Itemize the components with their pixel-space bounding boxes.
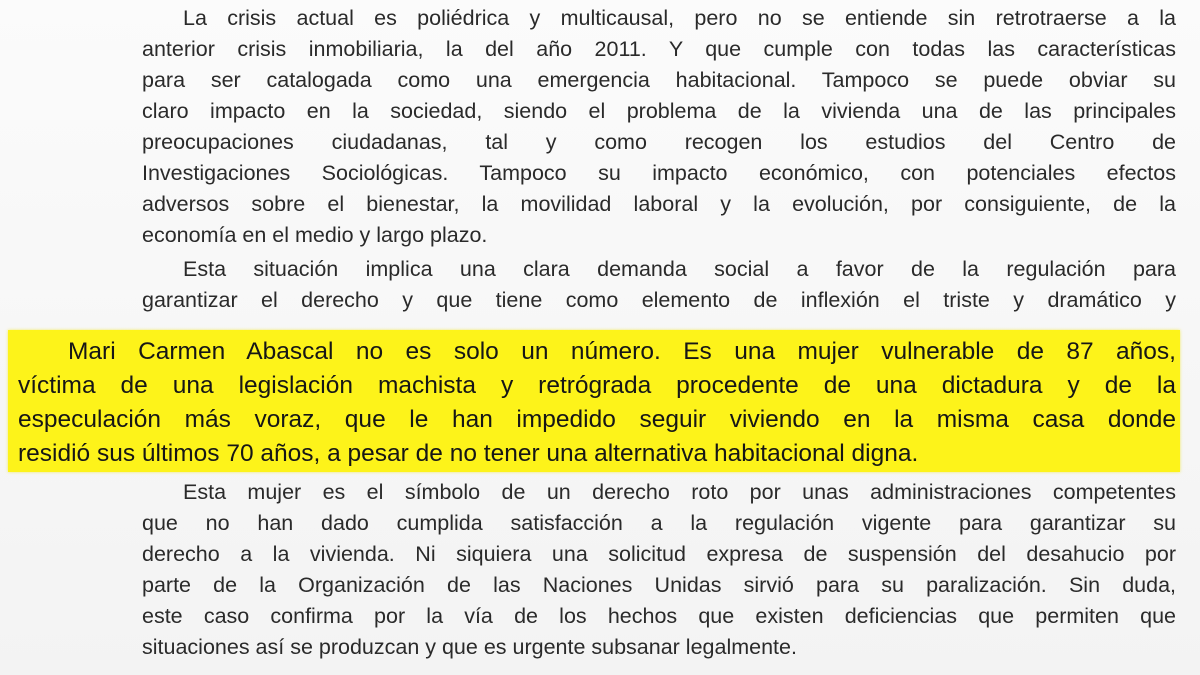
text-line: parte de la Organización de las Naciones Unidas sirvió para su paralización. Sin duda, — [142, 573, 1176, 597]
text-line: situaciones así se produzcan y que es urgente subsanar legalmente. — [142, 635, 797, 659]
highlighted-text-line: Mari Carmen Abascal no es solo un número. Es una mujer vulnerable de 87 años, — [68, 338, 1176, 365]
text-line: preocupaciones ciudadanas, tal y como recogen los estudios del Centro de — [142, 130, 1176, 154]
text-line: que no han dado cumplida satisfacción a la regulación vigente para garantizar su — [142, 511, 1176, 535]
text-line: Investigaciones Sociológicas. Tampoco su impacto económico, con potenciales efectos — [142, 161, 1176, 185]
text-line: claro impacto en la sociedad, siendo el problema de la vivienda una de las principales — [142, 99, 1176, 123]
highlighted-text-line: especulación más voraz, que le han impedido seguir viviendo en la misma casa donde — [18, 406, 1176, 433]
text-line: adversos sobre el bienestar, la movilidad laboral y la evolución, por consiguiente, de la — [142, 192, 1176, 216]
highlighted-text-line: residió sus últimos 70 años, a pesar de no tener una alternativa habitacional digna. — [18, 440, 919, 467]
text-line: para ser catalogada como una emergencia habitacional. Tampoco se puede obviar su — [142, 68, 1176, 92]
text-line: este caso confirma por la vía de los hechos que existen deficiencias que permiten que — [142, 604, 1176, 628]
text-line: derecho a la vivienda. Ni siquiera una solicitud expresa de suspensión del desahucio por — [142, 542, 1176, 566]
highlighted-text-line: víctima de una legislación machista y retrógrada procedente de una dictadura y de la — [18, 372, 1176, 399]
text-line: economía en el medio y largo plazo. — [142, 223, 488, 247]
text-line: Esta situación implica una clara demanda social a favor de la regulación para — [183, 257, 1176, 281]
text-line: garantizar el derecho y que tiene como elemento de inflexión el triste y dramático y — [142, 288, 1176, 312]
text-line: La crisis actual es poliédrica y multicausal, pero no se entiende sin retrotraerse a la — [183, 6, 1176, 30]
text-line: Esta mujer es el símbolo de un derecho roto por unas administraciones competentes — [183, 480, 1176, 504]
text-line: anterior crisis inmobiliaria, la del año 2011. Y que cumple con todas las características — [142, 37, 1176, 61]
